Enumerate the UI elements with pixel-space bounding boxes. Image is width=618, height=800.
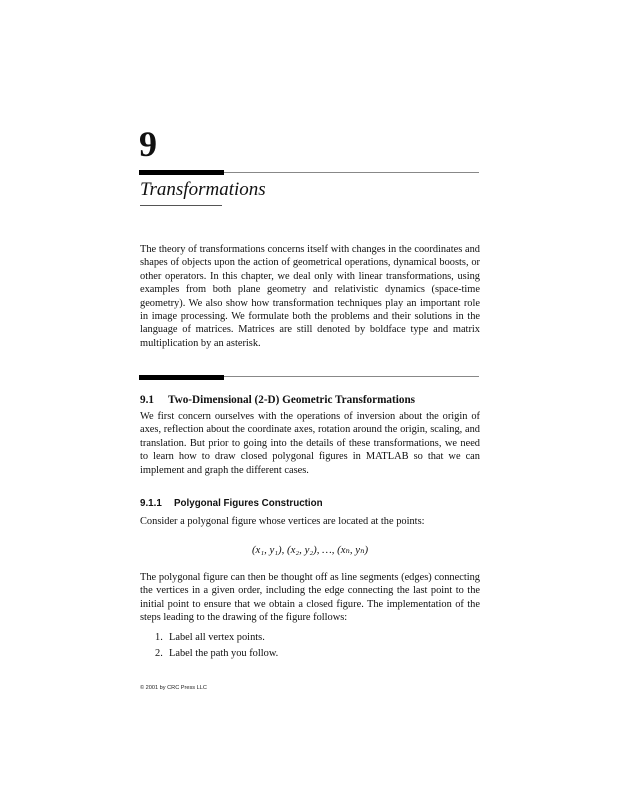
list-item-text: Label the path you follow. bbox=[169, 648, 279, 659]
list-item-text: Label all vertex points. bbox=[169, 632, 265, 643]
steps-list bbox=[155, 630, 475, 662]
section-rule-thick bbox=[139, 375, 224, 380]
chapter-number: 9 bbox=[139, 124, 157, 164]
vertex-equation: (x₁, y₁), (x₂, y₂), …, (xₙ, yₙ) bbox=[251, 544, 369, 556]
section-number: 9.1 bbox=[140, 394, 154, 406]
chapter-rule-thick bbox=[139, 170, 224, 175]
polygon-paragraph: The polygonal figure can then be thought off as line segments (edges) connecting the vertices in a given order, including the edge connecting the last point to the initial point to ensure that we obtain a closed figure. The implementation of the steps leading to the drawing of the figure follows: bbox=[140, 572, 480, 624]
section-title: Two-Dimensional (2-D) Geometric Transformations bbox=[168, 394, 416, 406]
subsection-title: Polygonal Figures Construction bbox=[174, 498, 323, 509]
list-item-number: 1. bbox=[155, 632, 163, 643]
intro-paragraph: The theory of transformations concerns itself with changes in the coordinates and shapes of objects upon the action of geometrical operations, dynamical boosts, or other operators. In this chapter, we deal only with linear transformations, using examples from both plane geometry and relativistic dynamics (space-time geometry). We also show how transformation techniques play an important role in image processing. We formulate both the problems and their solutions in the language of matrices. Matrices are still denoted by boldface type and matrix multiplication by an asterisk. bbox=[140, 244, 480, 349]
chapter-title-underline bbox=[140, 205, 222, 206]
subsection-paragraph: Consider a polygonal figure whose vertices are located at the points: bbox=[140, 516, 425, 527]
chapter-title: Transformations bbox=[140, 179, 266, 200]
chapter-rule-thin bbox=[224, 172, 479, 173]
section-heading bbox=[140, 392, 480, 408]
subsection-number: 9.1.1 bbox=[140, 498, 162, 509]
list-item bbox=[155, 630, 475, 646]
section-paragraph: We first concern ourselves with the operations of inversion about the origin of axes, reflection about the coordinate axes, rotation around the origin, scaling, and translation. But prior to going into the details of these transformations, we need to learn how to draw closed polygonal figures in MATLAB so that we can implement and graph the different cases. bbox=[140, 411, 480, 476]
section-rule-thin bbox=[224, 376, 479, 377]
copyright-footer: © 2001 by CRC Press LLC bbox=[140, 685, 207, 691]
subsection-heading bbox=[140, 497, 480, 511]
list-item-number: 2. bbox=[155, 648, 163, 659]
list-item bbox=[155, 646, 475, 662]
